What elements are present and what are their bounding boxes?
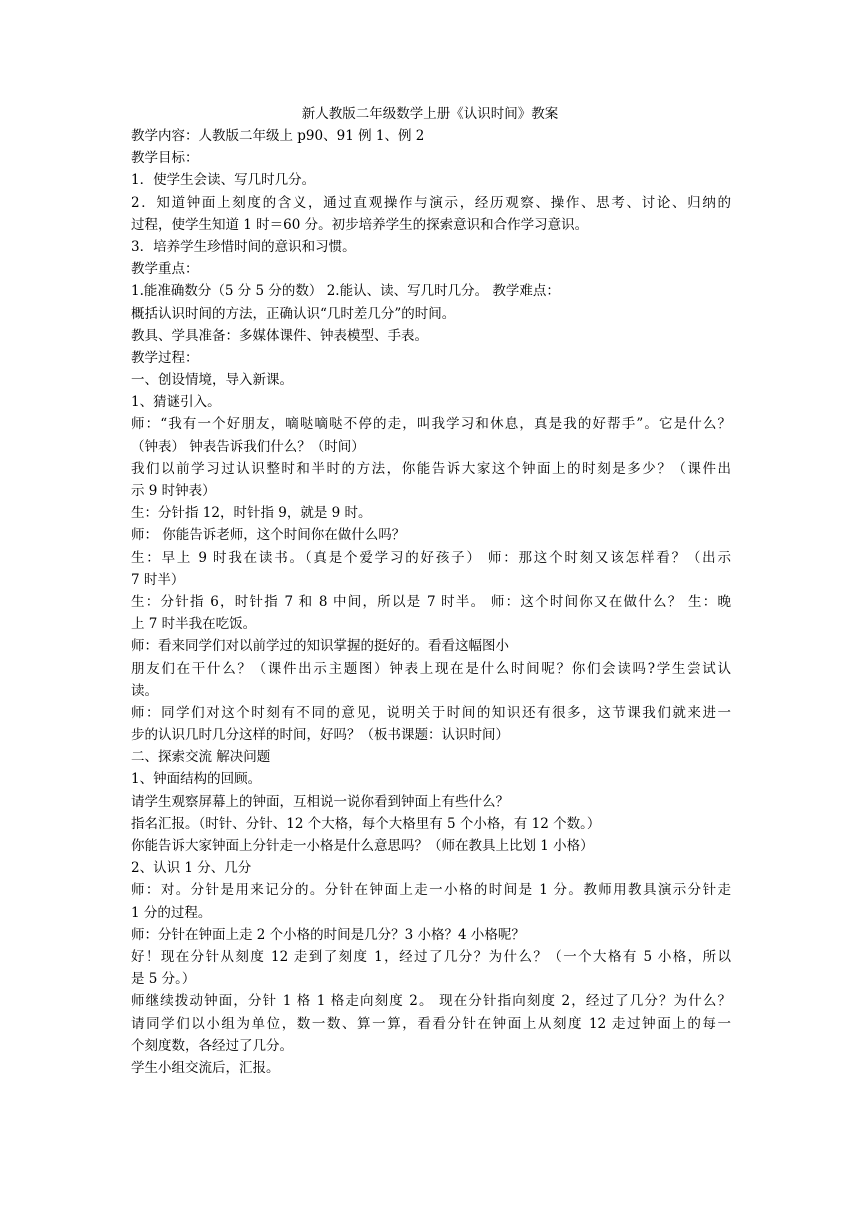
text-line: 教学内容：人教版二年级上 p90、91 例 1、例 2 bbox=[131, 128, 425, 144]
text-line: 1、猜谜引入。 bbox=[131, 394, 221, 411]
text-line: 请同学们以小组为单位，数一数、算一算，看看分针在钟面上从刻度 12 走过钟面上的每一 bbox=[131, 1015, 731, 1032]
text-line: 示 9 时钟表） bbox=[131, 483, 216, 499]
text-line: 好！现在分针从刻度 12 走到了刻度 1，经过了几分？为什么？（一个大格有 5 小格，所以 bbox=[131, 948, 731, 965]
text-line: 是 5 分。） bbox=[131, 971, 196, 988]
text-line: 教具、学具准备：多媒体课件、钟表模型、手表。 bbox=[131, 327, 428, 344]
text-line: 上 7 时半我在吃饭。 bbox=[131, 616, 257, 633]
text-line: 2．知道钟面上刻度的含义，通过直观操作与演示，经历观察、操作、思考、讨论、归纳的 bbox=[131, 194, 731, 211]
text-line: 师： 你能告诉老师，这个时间你在做什么吗？ bbox=[131, 527, 406, 544]
text-line: 指名汇报。（时针、分针、12 个大格，每个大格里有 5 个小格，有 12 个数。） bbox=[131, 815, 601, 832]
text-line: 生：分针指 6，时针指 7 和 8 中间，所以是 7 时半。 师：这个时间你又在做什么？ 生：晚 bbox=[131, 593, 731, 610]
text-line: 师：同学们对这个时刻有不同的意见，说明关于时间的知识还有很多，这节课我们就来进一 bbox=[131, 704, 731, 721]
text-line: 学生小组交流后，汇报。 bbox=[131, 1059, 280, 1076]
text-line: 1、钟面结构的回顾。 bbox=[131, 771, 262, 788]
text-line: 师：对。分针是用来记分的。分针在钟面上走一小格的时间是 1 分。教师用教具演示分针走 bbox=[131, 882, 731, 899]
text-line: 读。 bbox=[131, 682, 158, 699]
text-line: 步的认识几时几分这样的时间，好吗？（板书课题：认识时间） bbox=[131, 727, 509, 744]
text-line: 生：分针指 12，时针指 9，就是 9 时。 bbox=[131, 505, 372, 522]
text-line: 1.能准确数分（5 分 5 分的数） 2.能认、读、写几时几分。 教学难点： bbox=[131, 283, 560, 300]
text-line: 请学生观察屏幕上的钟面，互相说一说你看到钟面上有些什么？ bbox=[131, 793, 509, 810]
text-line: 师继续拨动钟面，分针 1 格 1 格走向刻度 2。 现在分针指向刻度 2，经过了几分？为什么？ bbox=[131, 993, 731, 1010]
text-line: 教学目标： bbox=[131, 150, 199, 167]
text-line: 1．使学生会读、写几时几分。 bbox=[131, 172, 316, 189]
text-line: 概括认识时间的方法，正确认识“几时差几分”的时间。 bbox=[131, 305, 456, 322]
text-line: 7 时半） bbox=[131, 571, 185, 588]
document-title: 新人教版二年级数学上册《认识时间》教案 bbox=[301, 106, 559, 122]
text-line: 师：分针在钟面上走 2 个小格的时间是几分？3 小格？4 小格呢？ bbox=[131, 926, 525, 943]
text-line: 生：早上 9 时我在读书。（真是个爱学习的好孩子） 师：那这个时刻又该怎样看？（出示 bbox=[131, 549, 731, 566]
text-line: 教学过程： bbox=[131, 349, 199, 366]
text-line: 二、探索交流 解决问题 bbox=[131, 749, 271, 766]
text-line: 一、创设情境，导入新课。 bbox=[131, 372, 293, 389]
text-line: 个刻度数，各经过了几分。 bbox=[131, 1037, 293, 1054]
document-body bbox=[131, 125, 731, 1079]
text-line: 我们以前学习过认识整时和半时的方法，你能告诉大家这个钟面上的时刻是多少？（课件出 bbox=[131, 460, 731, 477]
text-line: 2、认识 1 分、几分 bbox=[131, 860, 252, 877]
text-line: 教学重点： bbox=[131, 261, 199, 278]
text-line: 1 分的过程。 bbox=[131, 904, 212, 921]
text-line: （钟表） 钟表告诉我们什么？（时间） bbox=[131, 438, 365, 455]
text-line: 过程，使学生知道 1 时＝60 分。初步培养学生的探索意识和合作学习意识。 bbox=[131, 216, 589, 233]
text-line: 朋友们在干什么？（课件出示主题图）钟表上现在是什么时间呢？你们会读吗?学生尝试认 bbox=[131, 660, 731, 677]
text-line: 师：“我有一个好朋友，嘀哒嘀哒不停的走，叫我学习和休息，真是我的好帮手”。它是什么？ bbox=[131, 416, 731, 433]
text-line: 你能告诉大家钟面上分针走一小格是什么意思吗？（师在教具上比划 1 小格） bbox=[131, 838, 594, 854]
text-line: 3．培养学生珍惜时间的意识和习惯。 bbox=[131, 238, 356, 255]
text-line: 师：看来同学们对以前学过的知识掌握的挺好的。看看这幅图小 bbox=[131, 638, 509, 655]
